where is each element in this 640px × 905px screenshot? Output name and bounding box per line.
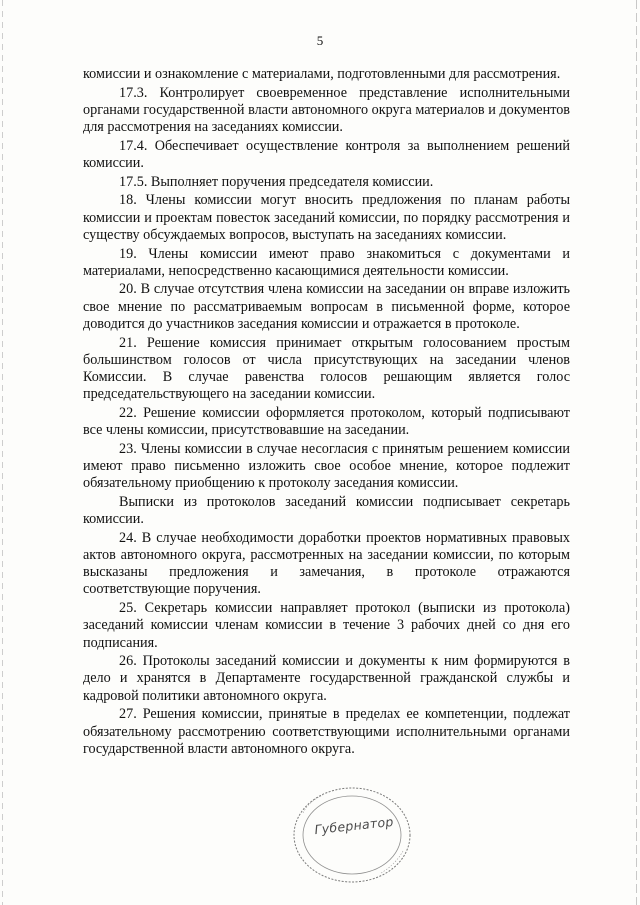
paragraph-continuation: комиссии и ознакомление с материалами, подготовленными для рассмотрения. [83, 66, 561, 82]
paragraph-18: 18. Члены комиссии могут вносить предложения по планам работы комиссии и проектам повесток заседаний комиссии, по порядку рассмотрения и существу обсуждаемых вопросов, выступать на заседаниях комиссии. [83, 192, 570, 243]
paragraph-24: 24. В случае необходимости доработки проектов нормативных правовых актов автономного округа, рассмотренных на заседании комиссии, по которым высказаны предложения и замечания, в протоколе отражаются соответствующие поручения. [83, 529, 570, 598]
paragraph-23: 23. Члены комиссии в случае несогласия с принятым решением комиссии имеют право письменно изложить свое особое мнение, которое подлежит обязательному приобщению к протоколу заседания комиссии. [83, 440, 570, 492]
paragraph-17-5: 17.5. Выполняет поручения председателя комиссии. [119, 173, 434, 190]
paragraph-27: 27. Решения комиссии, принятые в пределах ее компетенции, подлежат обязательному рассмотрению соответствующими исполнительными органами государственной власти автономного округа. [83, 706, 570, 757]
page-number: 5 [316, 33, 324, 48]
scan-edge-right [636, 0, 637, 905]
paragraph-20: 20. В случае отсутствия члена комиссии на заседании он вправе изложить свое мнение по рассматриваемым вопросам в письменной форме, которое доводится до участников заседания комиссии и отражается в протоколе. [83, 281, 570, 332]
paragraph-19: 19. Члены комиссии имеют право знакомиться с документами и материалами, непосредственно касающимися деятельности комиссии. [83, 245, 570, 279]
paragraph-17-4: 17.4. Обеспечивает осуществление контроля за выполнением решений комиссии. [83, 137, 570, 172]
scan-edge-left [2, 0, 3, 905]
paragraph-21: 21. Решение комиссия принимает открытым голосованием простым большинством голосов от числа присутствующих на заседании членов Комиссии. В случае равенства голосов решающим является голос председательствующего на заседании комиссии. [83, 334, 570, 403]
paragraph-17-3: 17.3. Контролирует своевременное представление исполнительными органами государственной власти автономного округа материалов и документов для рассмотрения на заседаниях комиссии. [83, 84, 570, 136]
governor-stamp [289, 783, 415, 887]
paragraph-25: 25. Секретарь комиссии направляет протокол (выписки из протокола) заседаний комиссии членам комиссии в течение 3 рабочих дней со дня его подписания. [83, 600, 570, 651]
paragraph-23-extracts: Выписки из протоколов заседаний комиссии подписывает секретарь комиссии. [83, 493, 570, 528]
paragraph-26: 26. Протоколы заседаний комиссии и документы к ним формируются в дело и хранятся в Департаменте государственной гражданской службы и кадровой политики автономного округа. [83, 653, 570, 704]
paragraph-22: 22. Решение комиссии оформляется протоколом, который подписывают все члены комиссии, присутствовавшие на заседании. [83, 404, 570, 439]
stamp-caption: Губернатор [313, 813, 395, 838]
stamp-seal-icon [289, 783, 415, 887]
document-body [83, 66, 570, 759]
